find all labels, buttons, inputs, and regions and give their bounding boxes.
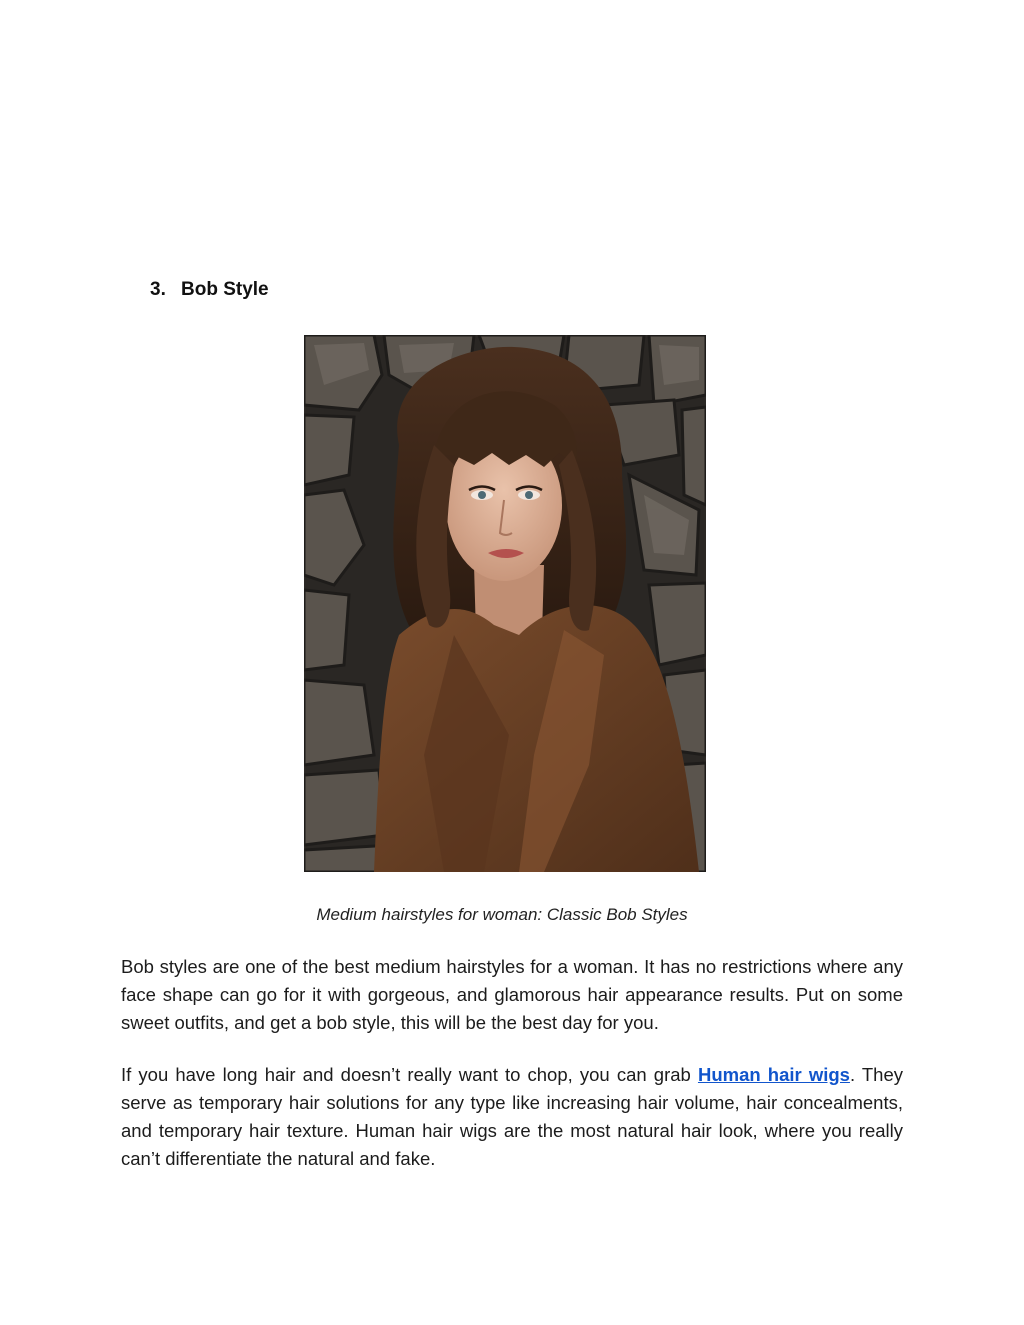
paragraph-human-hair-wigs bbox=[121, 1061, 903, 1173]
section-number: 3. bbox=[150, 279, 166, 300]
section-heading bbox=[150, 279, 269, 301]
image-caption: Medium hairstyles for woman: Classic Bob Styles bbox=[316, 905, 688, 924]
section-title: Bob Style bbox=[181, 279, 269, 300]
paragraph-text-after-link: . They serve as temporary hair solutions for any type like increasing hair volume, hair concealments, and temporary hair texture. Human hair wigs are the most natural hair look, where you really can’t differentiate the natural and fake. bbox=[121, 1064, 904, 1169]
human-hair-wigs-link[interactable]: Human hair wigs bbox=[697, 1064, 850, 1085]
paragraph-text-before-link: If you have long hair and doesn’t really want to chop, you can grab bbox=[121, 1064, 698, 1085]
bob-style-photo bbox=[304, 335, 706, 872]
paragraph-bob-styles: Bob styles are one of the best medium hairstyles for a woman. It has no restrictions where any face shape can go for it with gorgeous, and glamorous hair appearance results. Put on some sweet outfits, and get a bob style, this will be the best day for you. bbox=[121, 956, 903, 1033]
